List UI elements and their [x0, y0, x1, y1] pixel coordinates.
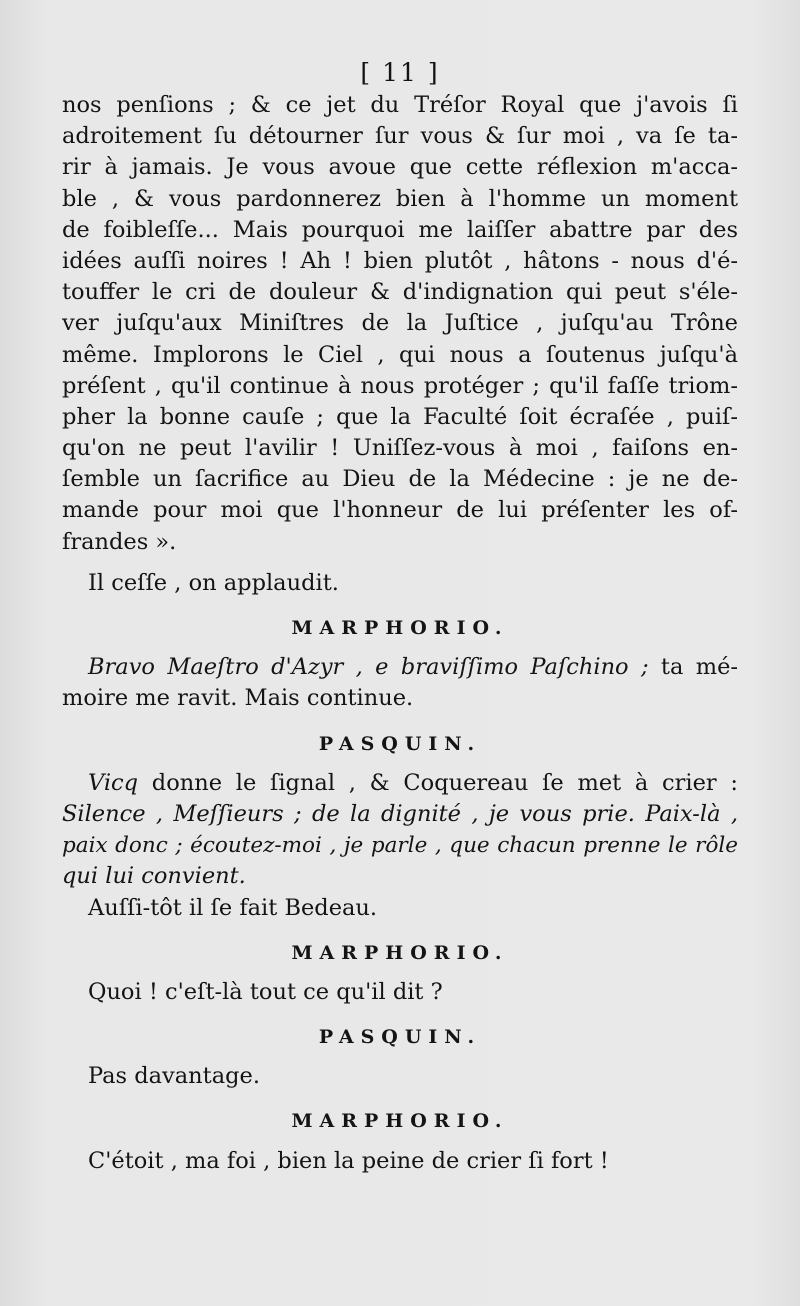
- italic-phrase: Vicq: [88, 769, 139, 796]
- text-line: nos penſions ; & ce jet du Tréſor Royal que j'avois ſi: [62, 92, 738, 118]
- italic-phrase: Bravo Maeſtro d'Azyr , e braviſſimo Paſchino ;: [88, 654, 649, 681]
- text-line: préſent , qu'il continue à nous protéger ; qu'il faſſe triom-: [62, 372, 738, 399]
- text-line: touffer le cri de douleur & d'indignation qui peut s'éle-: [62, 279, 738, 306]
- text-line: frandes ».: [62, 528, 177, 555]
- speech-line: [62, 652, 738, 683]
- speech-text: ta mé-: [648, 654, 738, 681]
- stage-direction: Auſſi-tôt il ſe fait Bedeau.: [88, 894, 378, 921]
- speech-line: Quoi ! c'eſt-là tout ce qu'il dit ?: [88, 978, 443, 1005]
- text-line: même. Implorons le Ciel , qui nous a ſoutenus juſqu'à: [62, 341, 738, 368]
- text-line: ver juſqu'aux Miniſtres de la Juſtice , juſqu'au Trône: [62, 310, 738, 337]
- body-text: [62, 90, 738, 1177]
- speaker-name: MARPHORIO.: [291, 617, 509, 639]
- text-line: adroitement ſu détourner ſur vous & ſur moi , va ſe ta-: [62, 123, 738, 150]
- speaker-name: MARPHORIO.: [291, 941, 509, 964]
- page-number: [ 11 ]: [360, 58, 440, 87]
- speaker-name: PASQUIN.: [318, 732, 482, 755]
- speech-line: C'étoit , ma foi , bien la peine de crier ſi fort !: [88, 1147, 609, 1174]
- speech-line: Pas davantage.: [88, 1063, 261, 1090]
- speech-line: paix donc ; écoutez-moi , je parle , que chacun prenne le rôle: [62, 833, 738, 859]
- speaker-name: PASQUIN.: [318, 1026, 482, 1049]
- text-line: ſemble un ſacrifice au Dieu de la Médecine : je ne de-: [62, 466, 738, 493]
- speech-line: qui lui convient.: [62, 863, 246, 890]
- speech-line: moire me ravit. Mais continue.: [62, 685, 414, 712]
- text-line: ble , & vous pardonnerez bien à l'homme un moment: [62, 185, 738, 212]
- speaker-name: MARPHORIO.: [291, 1110, 509, 1133]
- text-line: pher la bonne cauſe ; que la Faculté ſoit écraſée , puiſ-: [62, 403, 738, 430]
- text-line: qu'on ne peut l'avilir ! Uniſſez-vous à moi , faiſons en-: [62, 435, 738, 462]
- speech-line: [62, 768, 738, 799]
- text-line: rir à jamais. Je vous avoue que cette réflexion m'acca-: [62, 154, 738, 181]
- stage-direction: Il ceſſe , on applaudit.: [88, 569, 339, 596]
- speech-text: donne le ſignal , & Coquereau ſe met à crier :: [138, 769, 738, 796]
- text-line: idées auſſi noires ! Ah ! bien plutôt , hâtons - nous d'é-: [62, 247, 738, 274]
- speech-line: Silence , Meſſieurs ; de la dignité , je vous prie. Paix-là ,: [62, 800, 738, 827]
- text-line: mande pour moi que l'honneur de lui préſenter les of-: [62, 497, 738, 524]
- text-line: de foibleſſe... Mais pourquoi me laiſſer abattre par des: [62, 216, 738, 243]
